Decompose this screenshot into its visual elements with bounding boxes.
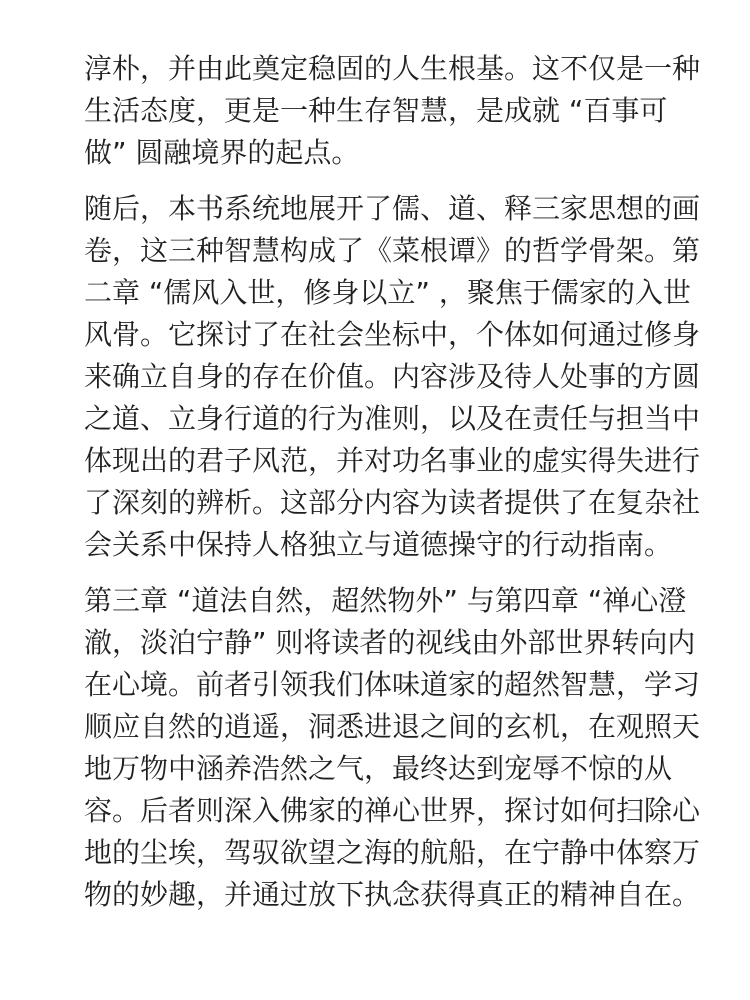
- text-line: 体现出的君子风范，并对功名事业的虚实得失进行: [84, 444, 701, 477]
- paragraph-2: [84, 188, 701, 566]
- article-body: [84, 48, 701, 930]
- text-line: 顺应自然的逍遥，洞悉进退之间的玄机，在观照天: [84, 710, 701, 743]
- text-line: 做” 圆融境界的起点。: [84, 136, 360, 169]
- text-line: 物的妙趣，并通过放下执念获得真正的精神自在。: [84, 878, 701, 911]
- text-line: 卷，这三种智慧构成了《菜根谭》的哲学骨架。第: [84, 234, 701, 267]
- text-line: 二章 “儒风入世，修身以立” ，聚焦于儒家的入世: [84, 276, 691, 309]
- text-line: 生活态度，更是一种生存智慧，是成就 “百事可: [84, 94, 668, 127]
- text-line: 随后，本书系统地展开了儒、道、释三家思想的画: [84, 192, 701, 225]
- text-line: 风骨。它探讨了在社会坐标中，个体如何通过修身: [84, 318, 701, 351]
- text-line: 淳朴，并由此奠定稳固的人生根基。这不仅是一种: [84, 52, 701, 85]
- text-line: 了深刻的辨析。这部分内容为读者提供了在复杂社: [84, 486, 701, 519]
- text-line: 之道、立身行道的行为准则，以及在责任与担当中: [84, 402, 701, 435]
- text-line: 澈，淡泊宁静” 则将读者的视线由外部世界转向内: [84, 626, 696, 659]
- text-line: 会关系中保持人格独立与道德操守的行动指南。: [84, 528, 673, 561]
- paragraph-3: [84, 580, 701, 916]
- text-line: 来确立自身的存在价值。内容涉及待人处事的方圆: [84, 360, 701, 393]
- text-line: 地的尘埃，驾驭欲望之海的航船，在宁静中体察万: [84, 836, 701, 869]
- text-line: 在心境。前者引领我们体味道家的超然智慧，学习: [84, 668, 701, 701]
- text-line: 地万物中涵养浩然之气，最终达到宠辱不惊的从: [84, 752, 673, 785]
- text-line: 容。后者则深入佛家的禅心世界，探讨如何扫除心: [84, 794, 701, 827]
- paragraph-1: [84, 48, 701, 174]
- text-line: 第三章 “道法自然，超然物外” 与第四章 “禅心澄: [84, 584, 687, 617]
